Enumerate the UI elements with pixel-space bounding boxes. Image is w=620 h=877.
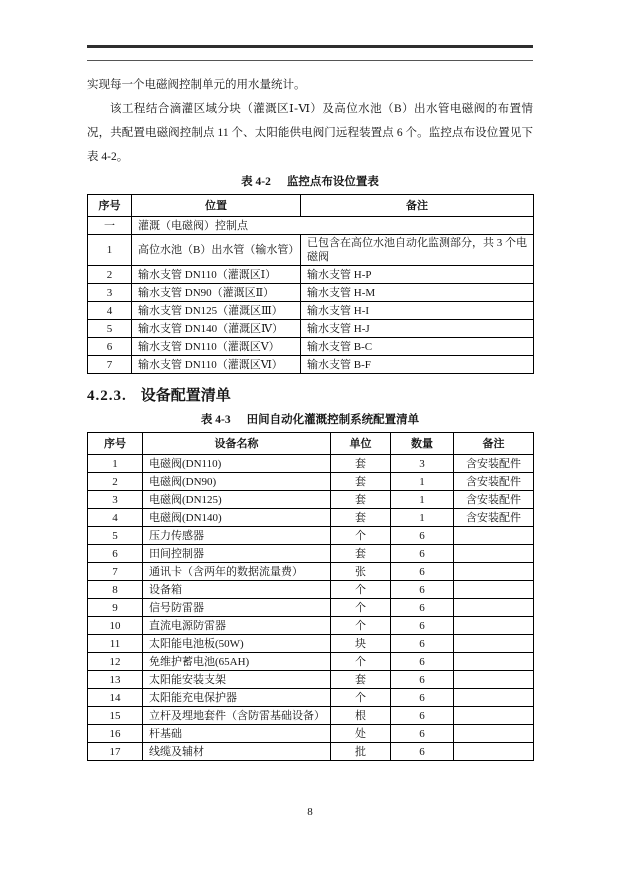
table-row xyxy=(88,473,534,491)
cell-quantity: 6 xyxy=(391,689,454,707)
cell-remark xyxy=(454,617,534,635)
cell-remark xyxy=(454,743,534,761)
table-row xyxy=(88,235,534,266)
cell-unit: 个 xyxy=(331,617,391,635)
cell-no: 11 xyxy=(88,635,143,653)
cell-device-name: 电磁阀(DN140) xyxy=(143,509,331,527)
cell-device-name: 信号防雷器 xyxy=(143,599,331,617)
cell-position: 输水支管 DN110（灌溉区Ⅰ） xyxy=(132,266,301,284)
cell-unit: 个 xyxy=(331,689,391,707)
cell-no: 4 xyxy=(88,509,143,527)
cell-position: 高位水池（B）出水管（输水管） xyxy=(132,235,301,266)
cell-remark: 含安装配件 xyxy=(454,509,534,527)
cell-no: 3 xyxy=(88,284,132,302)
section-row xyxy=(88,217,534,235)
table-row xyxy=(88,563,534,581)
cell-device-name: 电磁阀(DN125) xyxy=(143,491,331,509)
cell-device-name: 直流电源防雷器 xyxy=(143,617,331,635)
cell-unit: 套 xyxy=(331,473,391,491)
cell-no: 1 xyxy=(88,455,143,473)
cell-remark xyxy=(454,671,534,689)
cell-no: 15 xyxy=(88,707,143,725)
cell-unit: 根 xyxy=(331,707,391,725)
cell-remark: 输水支管 H-P xyxy=(301,266,534,284)
cell-device-name: 太阳能电池板(50W) xyxy=(143,635,331,653)
cell-no: 10 xyxy=(88,617,143,635)
cell-remark xyxy=(454,653,534,671)
cell-unit: 套 xyxy=(331,545,391,563)
cell-remark: 含安装配件 xyxy=(454,491,534,509)
cell-quantity: 6 xyxy=(391,545,454,563)
table-row xyxy=(88,653,534,671)
table-row xyxy=(88,527,534,545)
table-4-3-caption-label: 表 4-3 xyxy=(200,414,231,426)
cell-quantity: 6 xyxy=(391,563,454,581)
equipment-list-table xyxy=(87,432,534,761)
header-rule-thin xyxy=(87,60,533,61)
intro-paragraph: 该工程结合滴灌区域分块（灌溉区Ⅰ-Ⅵ）及高位水池（B）出水管电磁阀的布置情况，共配置电磁阀控制点 11 个、太阳能供电阀门远程装置点 6 个。监控点布设位置见下表 4-2。 xyxy=(87,103,533,163)
cell-unit: 套 xyxy=(331,671,391,689)
cell-remark xyxy=(454,563,534,581)
table-row xyxy=(88,671,534,689)
table-row xyxy=(88,491,534,509)
table-row xyxy=(88,320,534,338)
cell-device-name: 太阳能充电保护器 xyxy=(143,689,331,707)
cell-section-no: 一 xyxy=(88,217,132,235)
table-4-2-caption xyxy=(87,172,533,192)
section-heading-title: 设备配置清单 xyxy=(140,388,231,404)
col-header-no: 序号 xyxy=(88,433,143,455)
table-4-2-caption-label: 表 4-2 xyxy=(241,176,271,188)
table-header-row xyxy=(88,433,534,455)
section-heading xyxy=(87,385,533,407)
cell-device-name: 电磁阀(DN110) xyxy=(143,455,331,473)
col-header-quantity: 数量 xyxy=(391,433,454,455)
table-row xyxy=(88,707,534,725)
section-heading-number: 4.2.3. xyxy=(87,388,127,404)
cell-quantity: 6 xyxy=(391,671,454,689)
cell-unit: 套 xyxy=(331,491,391,509)
cell-no: 3 xyxy=(88,491,143,509)
cell-device-name: 线缆及辅材 xyxy=(143,743,331,761)
cell-no: 13 xyxy=(88,671,143,689)
intro-line: 实现每一个电磁阀控制单元的用水量统计。 xyxy=(87,79,306,91)
cell-no: 6 xyxy=(88,338,132,356)
page-number: 8 xyxy=(307,806,313,818)
cell-no: 14 xyxy=(88,689,143,707)
cell-quantity: 1 xyxy=(391,509,454,527)
cell-quantity: 6 xyxy=(391,599,454,617)
cell-quantity: 6 xyxy=(391,581,454,599)
cell-remark xyxy=(454,635,534,653)
cell-no: 8 xyxy=(88,581,143,599)
table-row xyxy=(88,302,534,320)
cell-no: 5 xyxy=(88,320,132,338)
cell-unit: 个 xyxy=(331,599,391,617)
table-row xyxy=(88,356,534,374)
monitoring-points-table xyxy=(87,194,534,374)
col-header-remark: 备注 xyxy=(454,433,534,455)
table-4-3-caption xyxy=(87,410,533,430)
cell-unit: 个 xyxy=(331,653,391,671)
cell-device-name: 太阳能安装支架 xyxy=(143,671,331,689)
table-row xyxy=(88,338,534,356)
cell-position: 输水支管 DN125（灌溉区Ⅲ） xyxy=(132,302,301,320)
cell-unit: 套 xyxy=(331,509,391,527)
cell-unit: 批 xyxy=(331,743,391,761)
cell-unit: 处 xyxy=(331,725,391,743)
cell-no: 17 xyxy=(88,743,143,761)
table-row xyxy=(88,581,534,599)
cell-device-name: 立杆及埋地套件（含防雷基础设备） xyxy=(143,707,331,725)
col-header-unit: 单位 xyxy=(331,433,391,455)
cell-no: 12 xyxy=(88,653,143,671)
page-content xyxy=(0,45,620,761)
cell-remark: 输水支管 H-I xyxy=(301,302,534,320)
cell-position: 输水支管 DN140（灌溉区Ⅳ） xyxy=(132,320,301,338)
table-row xyxy=(88,284,534,302)
cell-no: 1 xyxy=(88,235,132,266)
cell-quantity: 3 xyxy=(391,455,454,473)
cell-quantity: 6 xyxy=(391,635,454,653)
cell-unit: 套 xyxy=(331,455,391,473)
cell-remark xyxy=(454,581,534,599)
table-row xyxy=(88,545,534,563)
cell-quantity: 1 xyxy=(391,473,454,491)
cell-device-name: 田间控制器 xyxy=(143,545,331,563)
cell-device-name: 杆基础 xyxy=(143,725,331,743)
cell-remark: 含安装配件 xyxy=(454,455,534,473)
cell-quantity: 6 xyxy=(391,725,454,743)
cell-remark xyxy=(454,707,534,725)
table-row xyxy=(88,635,534,653)
cell-section-label: 灌溉（电磁阀）控制点 xyxy=(132,217,534,235)
table-header-row xyxy=(88,195,534,217)
cell-remark: 输水支管 B-F xyxy=(301,356,534,374)
cell-no: 16 xyxy=(88,725,143,743)
cell-unit: 个 xyxy=(331,527,391,545)
table-row xyxy=(88,689,534,707)
cell-quantity: 6 xyxy=(391,617,454,635)
col-header-remark: 备注 xyxy=(301,195,534,217)
cell-device-name: 电磁阀(DN90) xyxy=(143,473,331,491)
cell-unit: 块 xyxy=(331,635,391,653)
cell-no: 5 xyxy=(88,527,143,545)
cell-no: 7 xyxy=(88,356,132,374)
table-4-3-caption-title: 田间自动化灌溉控制系统配置清单 xyxy=(246,414,420,426)
cell-no: 2 xyxy=(88,473,143,491)
cell-remark: 已包含在高位水池自动化监测部分，共 3 个电磁阀 xyxy=(301,235,534,266)
cell-device-name: 免维护蓄电池(65AH) xyxy=(143,653,331,671)
cell-unit: 张 xyxy=(331,563,391,581)
cell-device-name: 压力传感器 xyxy=(143,527,331,545)
cell-remark xyxy=(454,725,534,743)
cell-no: 2 xyxy=(88,266,132,284)
table-row xyxy=(88,509,534,527)
cell-device-name: 通讯卡（含两年的数据流量费） xyxy=(143,563,331,581)
cell-remark: 含安装配件 xyxy=(454,473,534,491)
cell-remark xyxy=(454,545,534,563)
cell-quantity: 6 xyxy=(391,527,454,545)
cell-remark: 输水支管 B-C xyxy=(301,338,534,356)
table-4-2-caption-title: 监控点布设位置表 xyxy=(286,176,379,188)
cell-position: 输水支管 DN110（灌溉区Ⅴ） xyxy=(132,338,301,356)
table-row xyxy=(88,455,534,473)
cell-remark xyxy=(454,689,534,707)
cell-no: 9 xyxy=(88,599,143,617)
col-header-no: 序号 xyxy=(88,195,132,217)
col-header-position: 位置 xyxy=(132,195,301,217)
cell-position: 输水支管 DN90（灌溉区Ⅱ） xyxy=(132,284,301,302)
cell-quantity: 6 xyxy=(391,743,454,761)
cell-device-name: 设备箱 xyxy=(143,581,331,599)
cell-no: 6 xyxy=(88,545,143,563)
cell-remark: 输水支管 H-M xyxy=(301,284,534,302)
table-row xyxy=(88,725,534,743)
cell-quantity: 6 xyxy=(391,707,454,725)
cell-no: 4 xyxy=(88,302,132,320)
table-row xyxy=(88,617,534,635)
cell-quantity: 1 xyxy=(391,491,454,509)
cell-position: 输水支管 DN110（灌溉区Ⅵ） xyxy=(132,356,301,374)
cell-no: 7 xyxy=(88,563,143,581)
col-header-device-name: 设备名称 xyxy=(143,433,331,455)
header-rule-thick xyxy=(87,45,533,48)
table-row xyxy=(88,266,534,284)
cell-quantity: 6 xyxy=(391,653,454,671)
cell-remark: 输水支管 H-J xyxy=(301,320,534,338)
cell-remark xyxy=(454,599,534,617)
cell-remark xyxy=(454,527,534,545)
cell-unit: 个 xyxy=(331,581,391,599)
table-row xyxy=(88,743,534,761)
table-row xyxy=(88,599,534,617)
